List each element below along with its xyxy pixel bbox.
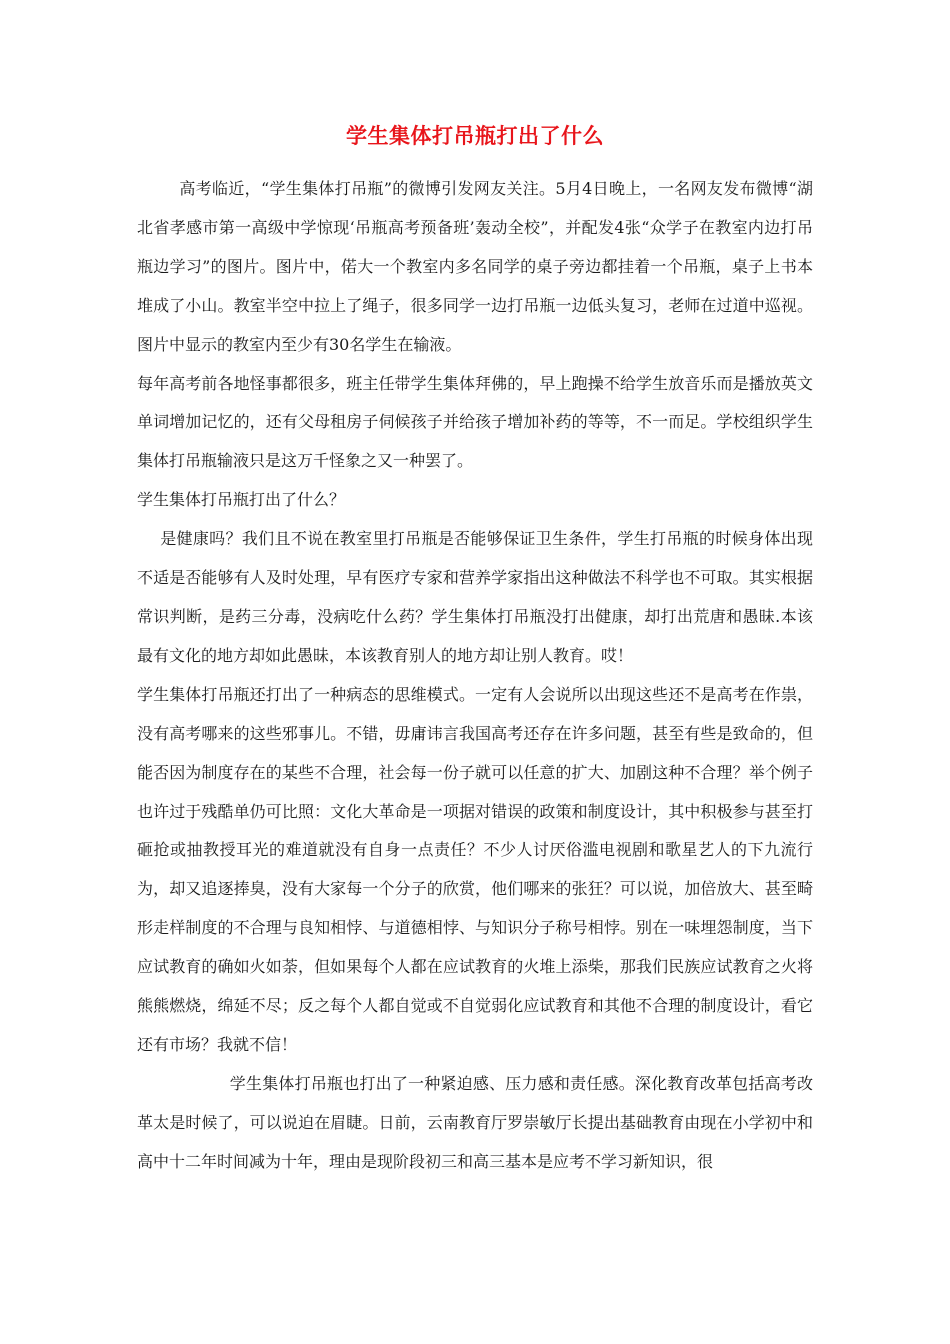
paragraph-thinking-mode: 学生集体打吊瓶还打出了一种病态的思维模式。一定有人会说所以出现这些还不是高考在作祟，没有高考哪来的这些邪事儿。不错，毋庸讳言我国高考还存在许多问题，甚至有些是致命的，但能否因为制度存在的某些不合理，社会每一份子就可以任意的扩大、加剧这种不合理？举个例子也许过于残酷单仍可比照：文化大革命是一项据对错误的政策和制度设计，其中积极参与甚至打砸抢或抽教授耳光的难道就没有自身一点责任？不少人讨厌俗滥电视剧和歌星艺人的下九流行为，却又追逐捧臭，没有大家每一个分子的欣赏，他们哪来的张狂？可以说，加倍放大、甚至畸形走样制度的不合理与良知相悖、与道德相悖、与知识分子称号相悖。别在一味埋怨制度，当下应试教育的确如火如荼，但如果每个人都在应试教育的火堆上添柴，那我们民族应试教育之火将熊熊燃烧，绵延不尽；反之每个人都自觉或不自觉弱化应试教育和其他不合理的制度设计，看它还有市场？我就不信！ (137, 684, 813, 1054)
page-title: 学生集体打吊瓶打出了什么 (346, 124, 604, 148)
paragraph-intro: 高考临近，“学生集体打吊瓶”的微博引发网友关注。5月4日晚上，一名网友发布微博“湖北省孝感市第一高级中学惊现‘吊瓶高考预备班’轰动全校”，并配发4张“众学子在教室内边打吊瓶边学习”的图片。图片中，偌大一个教室内多名同学的桌子旁边都挂着一个吊瓶，桌子上书本堆成了小山。教室半空中拉上了绳子，很多同学一边打吊瓶一边低头复习，老师在过道中巡视。图片中显示的教室内至少有30名学生在输液。 (137, 179, 813, 354)
paragraph-health: 是健康吗？我们且不说在教室里打吊瓶是否能够保证卫生条件，学生打吊瓶的时候身体出现不适是否能够有人及时处理，早有医疗专家和营养学家指出这种做法不科学也不可取。其实根据常识判断，是药三分毒，没病吃什么药？学生集体打吊瓶没打出健康，却打出荒唐和愚昧.本该最有文化的地方却如此愚昧，本该教育别人的地方却让别人教育。哎！ (137, 529, 813, 665)
article-body (137, 170, 813, 1182)
paragraph-urgency: 学生集体打吊瓶也打出了一种紧迫感、压力感和责任感。深化教育改革包括高考改革太是时候了，可以说迫在眉睫。日前，云南教育厅罗崇敏厅长提出基础教育由现在小学初中和高中十二年时间减为十年，理由是现阶段初三和高三基本是应考不学习新知识，很 (137, 1073, 813, 1171)
paragraph-strange-phenomena: 每年高考前各地怪事都很多，班主任带学生集体拜佛的，早上跑操不给学生放音乐而是播放英文单词增加记忆的，还有父母租房子伺候孩子并给孩子增加补药的等等，不一而足。学校组织学生集体打吊瓶输液只是这万千怪象之又一种罢了。 (137, 373, 813, 471)
paragraph-question: 学生集体打吊瓶打出了什么？ (137, 490, 346, 510)
